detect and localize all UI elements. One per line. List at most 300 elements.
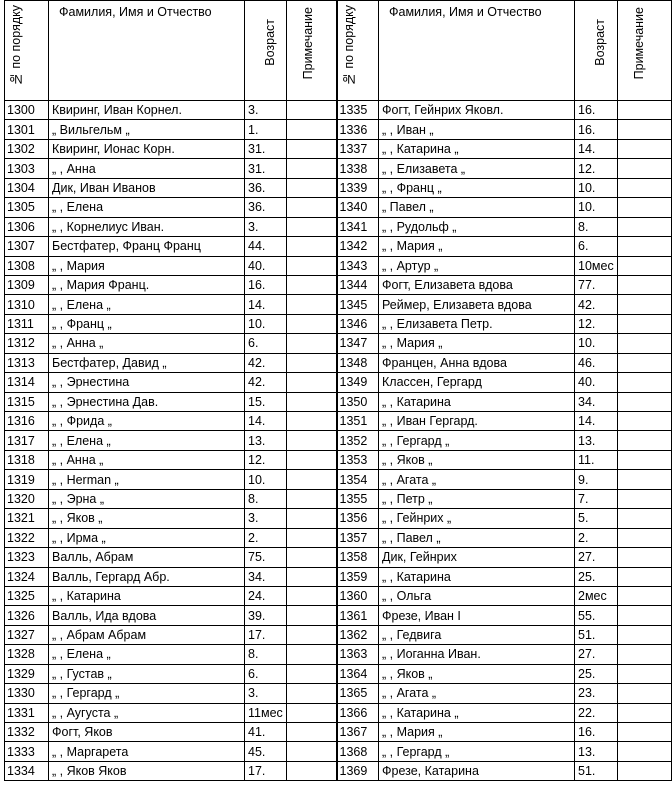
record-number-left: 1333 [5,742,49,761]
person-age-left: 14. [245,412,287,431]
record-number-left: 1317 [5,431,49,450]
record-number-left: 1330 [5,684,49,703]
record-number-left: 1316 [5,412,49,431]
record-number-right: 1362 [337,625,379,644]
person-name-left: Дик, Иван Иванов [49,178,245,197]
person-age-left: 8. [245,489,287,508]
record-number-right: 1348 [337,353,379,372]
table-row [5,489,672,508]
record-number-right: 1367 [337,723,379,742]
person-name-right: „ , Иоганна Иван. [379,645,575,664]
person-age-left: 31. [245,139,287,158]
note-cell-right [617,237,671,256]
person-age-right: 25. [575,567,618,586]
person-name-right: Классен, Гергард [379,373,575,392]
person-name-right: „ , Гергард „ [379,742,575,761]
note-cell-right [617,334,671,353]
person-age-left: 41. [245,723,287,742]
person-name-right: „ , Гергард „ [379,431,575,450]
person-age-left: 3. [245,217,287,236]
record-number-left: 1300 [5,101,49,120]
table-row [5,625,672,644]
record-number-right: 1357 [337,528,379,547]
person-name-right: Фрезе, Иван I [379,606,575,625]
record-number-left: 1309 [5,275,49,294]
record-number-left: 1312 [5,334,49,353]
person-age-right: 12. [575,159,618,178]
person-age-right: 51. [575,761,618,780]
note-cell-right [617,256,671,275]
record-number-right: 1360 [337,586,379,605]
table-row [5,664,672,683]
person-age-left: 44. [245,237,287,256]
person-age-left: 45. [245,742,287,761]
record-number-left: 1310 [5,295,49,314]
person-name-left: „ , Елена „ [49,431,245,450]
note-cell-left [287,470,337,489]
person-name-left: Квиринг, Ионас Корн. [49,139,245,158]
person-name-left: „ , Эрнестина Дав. [49,392,245,411]
note-cell-right [617,548,671,567]
note-cell-left [287,159,337,178]
record-number-right: 1364 [337,664,379,683]
person-age-right: 77. [575,275,618,294]
person-name-left: „ , Яков „ [49,509,245,528]
person-age-left: 12. [245,450,287,469]
note-cell-left [287,606,337,625]
note-cell-left [287,373,337,392]
table-row [5,178,672,197]
person-age-left: 8. [245,645,287,664]
person-name-right: „ , Мария „ [379,237,575,256]
person-age-left: 10. [245,314,287,333]
note-cell-right [617,528,671,547]
note-cell-left [287,703,337,722]
record-number-right: 1356 [337,509,379,528]
person-age-left: 3. [245,101,287,120]
note-cell-right [617,645,671,664]
record-number-right: 1369 [337,761,379,780]
person-name-left: „ , Анна „ [49,450,245,469]
header-note-right: Примечание [617,1,671,101]
record-number-right: 1350 [337,392,379,411]
table-row [5,703,672,722]
person-age-right: 25. [575,664,618,683]
person-age-left: 14. [245,295,287,314]
person-name-right: „ , Елизавета Петр. [379,314,575,333]
person-name-left: Фогт, Яков [49,723,245,742]
record-number-left: 1327 [5,625,49,644]
note-cell-right [617,217,671,236]
person-name-right: „ , Гейнрих „ [379,509,575,528]
note-cell-right [617,450,671,469]
person-age-right: 16. [575,723,618,742]
note-cell-left [287,509,337,528]
record-number-left: 1320 [5,489,49,508]
note-cell-left [287,101,337,120]
person-name-right: „ , Павел „ [379,528,575,547]
table-row [5,450,672,469]
table-row [5,684,672,703]
table-row [5,217,672,236]
person-name-left: „ , Анна „ [49,334,245,353]
person-age-left: 17. [245,761,287,780]
note-cell-right [617,684,671,703]
note-cell-left [287,489,337,508]
person-age-right: 55. [575,606,618,625]
person-name-left: „ , Мария Франц. [49,275,245,294]
record-number-right: 1366 [337,703,379,722]
table-row [5,295,672,314]
record-number-right: 1341 [337,217,379,236]
person-age-left: 2. [245,528,287,547]
person-age-left: 6. [245,334,287,353]
person-name-left: „ , Маргарета [49,742,245,761]
person-age-right: 7. [575,489,618,508]
person-age-left: 34. [245,567,287,586]
table-row [5,412,672,431]
person-name-right: „ , Мария „ [379,334,575,353]
note-cell-right [617,314,671,333]
person-name-right: „ , Иван Гергард. [379,412,575,431]
person-name-left: „ , Ирма „ [49,528,245,547]
table-row [5,314,672,333]
table-row [5,606,672,625]
header-row [5,1,672,101]
table-row [5,431,672,450]
record-number-right: 1339 [337,178,379,197]
person-name-right: „ , Петр „ [379,489,575,508]
record-number-left: 1324 [5,567,49,586]
table-row [5,645,672,664]
person-age-left: 40. [245,256,287,275]
person-age-left: 15. [245,392,287,411]
person-name-right: „ , Катарина [379,567,575,586]
person-age-right: 13. [575,431,618,450]
table-row [5,198,672,217]
note-cell-right [617,625,671,644]
record-number-left: 1326 [5,606,49,625]
person-name-left: „ , Эрна „ [49,489,245,508]
record-number-right: 1363 [337,645,379,664]
table-row [5,548,672,567]
table-row [5,761,672,780]
note-cell-left [287,723,337,742]
person-age-right: 16. [575,120,618,139]
record-number-right: 1342 [337,237,379,256]
record-number-left: 1303 [5,159,49,178]
note-cell-left [287,392,337,411]
record-number-right: 1343 [337,256,379,275]
note-cell-right [617,431,671,450]
note-cell-right [617,275,671,294]
note-cell-left [287,528,337,547]
person-age-left: 6. [245,664,287,683]
record-number-left: 1321 [5,509,49,528]
person-age-right: 2. [575,528,618,547]
record-number-right: 1351 [337,412,379,431]
table-row [5,139,672,158]
note-cell-left [287,314,337,333]
person-name-left: „ , Яков Яков [49,761,245,780]
header-name-left: Фамилия, Имя и Отчество [49,1,245,101]
person-age-right: 10. [575,178,618,197]
record-number-left: 1307 [5,237,49,256]
person-age-right: 10. [575,198,618,217]
person-age-left: 3. [245,684,287,703]
person-name-right: „ , Иван „ [379,120,575,139]
person-name-right: „ , Яков „ [379,664,575,683]
record-number-left: 1318 [5,450,49,469]
person-name-right: „ , Катарина [379,392,575,411]
note-cell-left [287,295,337,314]
person-name-left: „ , Франц „ [49,314,245,333]
record-number-right: 1340 [337,198,379,217]
person-age-left: 1. [245,120,287,139]
note-cell-left [287,664,337,683]
record-number-right: 1349 [337,373,379,392]
person-name-left: Бестфатер, Франц Франц [49,237,245,256]
note-cell-left [287,334,337,353]
note-cell-left [287,742,337,761]
person-name-right: „ , Катарина „ [379,139,575,158]
record-number-left: 1302 [5,139,49,158]
person-name-left: Валль, Абрам [49,548,245,567]
record-number-left: 1304 [5,178,49,197]
note-cell-right [617,120,671,139]
table-row [5,159,672,178]
record-number-right: 1352 [337,431,379,450]
table-row [5,586,672,605]
note-cell-right [617,703,671,722]
person-name-left: Валль, Ида вдова [49,606,245,625]
person-name-left: „ , Катарина [49,586,245,605]
note-cell-right [617,723,671,742]
record-number-right: 1359 [337,567,379,586]
person-age-left: 13. [245,431,287,450]
header-number-right: № по порядку [337,1,379,101]
note-cell-right [617,742,671,761]
person-age-right: 22. [575,703,618,722]
person-name-left: „ , Густав „ [49,664,245,683]
note-cell-right [617,295,671,314]
record-number-right: 1347 [337,334,379,353]
note-cell-right [617,664,671,683]
person-age-left: 31. [245,159,287,178]
census-table [4,0,672,781]
table-row [5,742,672,761]
table-row [5,470,672,489]
person-age-left: 17. [245,625,287,644]
table-row [5,392,672,411]
person-name-right: Фогт, Елизавета вдова [379,275,575,294]
header-number-left: № по порядку [5,1,49,101]
note-cell-right [617,489,671,508]
table-row [5,120,672,139]
header-age-left: Возраст [245,1,287,101]
person-name-right: Фогт, Гейнрих Яковл. [379,101,575,120]
person-age-left: 42. [245,373,287,392]
note-cell-right [617,373,671,392]
person-name-left: „ , Эрнестина [49,373,245,392]
record-number-left: 1322 [5,528,49,547]
person-name-right: „ , Агата „ [379,470,575,489]
note-cell-left [287,586,337,605]
person-name-right: „ Павел „ [379,198,575,217]
note-cell-right [617,159,671,178]
note-cell-right [617,139,671,158]
record-number-left: 1301 [5,120,49,139]
note-cell-right [617,567,671,586]
person-name-right: Фрезе, Катарина [379,761,575,780]
person-name-left: „ , Гергард „ [49,684,245,703]
person-age-right: 12. [575,314,618,333]
record-number-right: 1361 [337,606,379,625]
note-cell-right [617,470,671,489]
person-name-left: Валль, Гергард Абр. [49,567,245,586]
table-row [5,723,672,742]
record-number-left: 1308 [5,256,49,275]
person-age-right: 9. [575,470,618,489]
table-row [5,101,672,120]
person-name-right: „ , Франц „ [379,178,575,197]
record-number-left: 1334 [5,761,49,780]
person-name-left: „ Вильгельм „ [49,120,245,139]
person-age-left: 3. [245,509,287,528]
record-number-left: 1325 [5,586,49,605]
note-cell-left [287,139,337,158]
person-name-left: Бестфатер, Давид „ [49,353,245,372]
person-name-right: „ , Катарина „ [379,703,575,722]
person-name-right: „ , Рудольф „ [379,217,575,236]
note-cell-right [617,509,671,528]
person-age-right: 13. [575,742,618,761]
table-body [5,101,672,781]
person-age-left: 42. [245,353,287,372]
person-name-left: „ , Мария [49,256,245,275]
record-number-right: 1368 [337,742,379,761]
record-number-right: 1354 [337,470,379,489]
record-number-left: 1313 [5,353,49,372]
record-number-left: 1306 [5,217,49,236]
person-name-right: „ , Яков „ [379,450,575,469]
person-name-right: „ , Ольга [379,586,575,605]
record-number-left: 1328 [5,645,49,664]
record-number-left: 1332 [5,723,49,742]
note-cell-left [287,198,337,217]
record-number-right: 1338 [337,159,379,178]
person-name-left: „ , Аугуста „ [49,703,245,722]
person-name-left: „ , Абрам Абрам [49,625,245,644]
person-age-left: 39. [245,606,287,625]
person-name-right: Францен, Анна вдова [379,353,575,372]
person-age-right: 16. [575,101,618,120]
record-number-left: 1331 [5,703,49,722]
note-cell-left [287,548,337,567]
note-cell-left [287,684,337,703]
person-name-left: Квиринг, Иван Корнел. [49,101,245,120]
record-number-left: 1311 [5,314,49,333]
header-note-left: Примечание [287,1,337,101]
person-age-right: 14. [575,412,618,431]
record-number-right: 1355 [337,489,379,508]
table-row [5,509,672,528]
note-cell-left [287,256,337,275]
record-number-right: 1337 [337,139,379,158]
person-age-left: 36. [245,178,287,197]
person-age-left: 36. [245,198,287,217]
person-age-right: 34. [575,392,618,411]
person-name-right: „ , Артур „ [379,256,575,275]
person-name-right: Реймер, Елизавета вдова [379,295,575,314]
person-name-right: „ , Елизавета „ [379,159,575,178]
table-row [5,237,672,256]
table-row [5,353,672,372]
note-cell-left [287,412,337,431]
note-cell-left [287,761,337,780]
person-name-right: „ , Мария „ [379,723,575,742]
person-age-right: 10мес [575,256,618,275]
table-row [5,275,672,294]
person-name-left: „ , Корнелиус Иван. [49,217,245,236]
person-age-right: 14. [575,139,618,158]
note-cell-left [287,450,337,469]
person-age-right: 51. [575,625,618,644]
person-age-right: 46. [575,353,618,372]
person-name-left: „ , Herman „ [49,470,245,489]
note-cell-right [617,101,671,120]
person-age-right: 11. [575,450,618,469]
person-name-left: „ , Фрида „ [49,412,245,431]
note-cell-left [287,217,337,236]
table-row [5,373,672,392]
person-age-right: 2мес [575,586,618,605]
record-number-right: 1346 [337,314,379,333]
note-cell-left [287,625,337,644]
record-number-left: 1323 [5,548,49,567]
person-age-right: 27. [575,548,618,567]
table-row [5,567,672,586]
note-cell-left [287,431,337,450]
note-cell-right [617,761,671,780]
note-cell-right [617,178,671,197]
person-age-right: 5. [575,509,618,528]
table-row [5,528,672,547]
person-age-left: 24. [245,586,287,605]
record-number-left: 1315 [5,392,49,411]
header-age-right: Возраст [575,1,618,101]
person-age-left: 10. [245,470,287,489]
record-number-right: 1335 [337,101,379,120]
person-age-left: 16. [245,275,287,294]
note-cell-right [617,606,671,625]
note-cell-left [287,275,337,294]
note-cell-left [287,353,337,372]
record-number-left: 1319 [5,470,49,489]
record-number-left: 1305 [5,198,49,217]
note-cell-right [617,586,671,605]
record-number-right: 1336 [337,120,379,139]
record-number-right: 1345 [337,295,379,314]
note-cell-right [617,392,671,411]
table-row [5,334,672,353]
note-cell-left [287,120,337,139]
note-cell-right [617,198,671,217]
person-age-left: 75. [245,548,287,567]
person-age-right: 42. [575,295,618,314]
person-name-right: Дик, Гейнрих [379,548,575,567]
note-cell-right [617,412,671,431]
